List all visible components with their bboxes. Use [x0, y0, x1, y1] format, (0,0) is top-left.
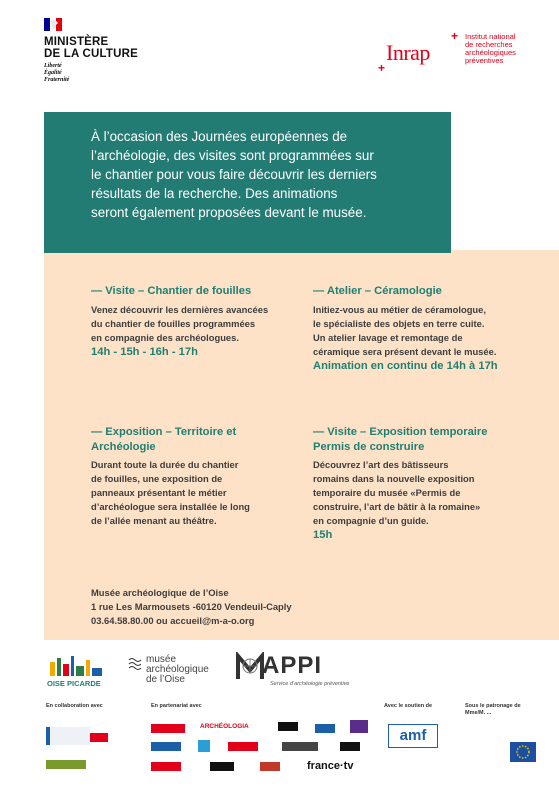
- activity-desc-line: d’archéologue sera installée le long: [91, 501, 250, 512]
- collaboration-logo-icon: [46, 727, 90, 745]
- oise-picarde-logo-icon: [48, 654, 110, 678]
- activity-desc-line: le spécialiste des objets en terre cuite.: [313, 318, 485, 329]
- address-line: 1 rue Les Marmousets -60120 Vendeuil-Caply: [91, 601, 292, 612]
- activity-desc-line: temporaire du musée «Permis de: [313, 487, 461, 498]
- stars-icon: [510, 742, 536, 762]
- intro-line: l’archéologie, des visites sont programmées sur: [91, 148, 374, 163]
- inrap-logo: Inrap: [386, 40, 430, 65]
- partners-label-partenariat: En partenariat avec: [151, 703, 202, 709]
- activity-title: — Visite – Chantier de fouilles: [91, 285, 252, 297]
- motto-egalite: Égalité: [44, 70, 62, 76]
- activity-time: Animation en continu de 14h à 17h: [313, 360, 498, 372]
- media-logo-icon: [151, 762, 181, 771]
- media-logo-icon: [198, 740, 210, 752]
- francetv-logo: france·tv: [307, 760, 354, 772]
- activity-desc-line: en compagnie d’un guide.: [313, 515, 429, 526]
- council-of-europe-logo-icon: [510, 742, 536, 762]
- partners-label-collaboration: En collaboration avec: [46, 703, 103, 709]
- media-logo-icon: [210, 762, 234, 771]
- intro-line: À l’occasion des Journées européennes de: [91, 129, 348, 144]
- mappi-subtitle: Service d’archéologie préventive: [270, 681, 350, 687]
- activity-desc-line: romains dans la nouvelle exposition: [313, 473, 475, 484]
- address-line[interactable]: 03.64.58.80.00 ou accueil@m-a-o.org: [91, 615, 255, 626]
- media-logo-icon: [151, 724, 185, 733]
- intro-line: seront également proposées devant le musée.: [91, 205, 367, 220]
- media-logo-icon: [228, 742, 258, 751]
- media-logo-icon: [340, 742, 360, 751]
- partners-label-soutien: Avec le soutien de: [384, 703, 433, 709]
- motto-liberte: Liberté: [44, 63, 62, 69]
- motto-fraternite: Fraternité: [44, 77, 70, 83]
- activity-title: — Atelier – Céramologie: [313, 285, 442, 297]
- activity-desc-line: Un atelier lavage et remontage de: [313, 332, 463, 343]
- media-logo-icon: [315, 724, 335, 733]
- activity-atelier-ceramologie: [313, 284, 553, 374]
- inrap-institute-name: [465, 33, 516, 65]
- media-logo-icon: [278, 722, 298, 731]
- inrap-text-line: archéologiques: [465, 48, 516, 57]
- republic-motto: [44, 63, 69, 84]
- ministry-line1: MINISTÈRE: [44, 36, 109, 48]
- activity-desc-line: du chantier de fouilles programmées: [91, 318, 256, 329]
- activity-desc-line: panneaux présentant le métier: [91, 487, 227, 498]
- activity-title: — Exposition – Territoire et: [91, 426, 237, 438]
- activity-desc-line: construire, l’art de bâtir à la romaine»: [313, 501, 481, 512]
- inrap-cross-icon: +: [378, 61, 386, 75]
- inrap-text-line: Institut national: [465, 32, 516, 41]
- intro-line: résultats de la recherche. Des animations: [91, 186, 338, 201]
- activity-time: 15h: [313, 529, 333, 541]
- intro-text: [91, 127, 436, 222]
- archeologia-logo: ARCHÉOLOGIA: [200, 723, 249, 730]
- activity-desc-line: Durant toute la durée du chantier: [91, 459, 239, 470]
- ministry-name: [44, 36, 138, 60]
- musee-wave-icon: [128, 656, 142, 670]
- marianne-logo: [44, 18, 62, 31]
- activity-desc-line: Découvrez l’art des bâtisseurs: [313, 459, 449, 470]
- museum-address: [91, 586, 292, 628]
- collaboration-logo-icon: [90, 733, 108, 742]
- activity-time: 14h - 15h - 16h - 17h: [91, 346, 198, 358]
- activity-title: Archéologie: [91, 441, 156, 453]
- media-logo-icon: [151, 742, 181, 751]
- activity-desc-line: Venez découvrir les dernières avancées: [91, 304, 269, 315]
- activity-desc-line: Initiez-vous au métier de céramologue,: [313, 304, 486, 315]
- activity-desc-line: de l’allée menant au théâtre.: [91, 515, 217, 526]
- media-logo-icon: [260, 762, 280, 771]
- media-logo-icon: [350, 720, 368, 733]
- activity-title: — Visite – Exposition temporaire: [313, 426, 488, 438]
- activity-desc-line: céramique sera présent devant le musée.: [313, 346, 497, 357]
- patronage-line: Sous le patronage de: [465, 703, 521, 709]
- musee-logo-line: musée: [146, 654, 177, 665]
- oise-picarde-name: OISE PICARDE: [47, 679, 101, 688]
- musee-logo-line: de l’Oise: [146, 674, 185, 685]
- amf-logo: [388, 724, 438, 748]
- mappi-logo: APPI: [262, 652, 323, 679]
- activity-exposition-territoire: [91, 425, 301, 528]
- activity-desc-line: de fouilles, une exposition de: [91, 473, 223, 484]
- musee-logo-text: [146, 655, 209, 685]
- amf-logo-text: amf: [399, 727, 427, 744]
- ministry-line2: DE LA CULTURE: [44, 48, 138, 60]
- activity-visite-chantier: [91, 284, 301, 360]
- partners-label-patronage: [465, 703, 555, 717]
- collaboration-logo-icon: [46, 760, 86, 769]
- activity-visite-exposition-temporaire: [313, 425, 553, 543]
- activity-desc-line: en compagnie des archéologues.: [91, 332, 239, 343]
- intro-line: le chantier pour vous faire découvrir les derniers: [91, 167, 377, 182]
- address-line: Musée archéologique de l’Oise: [91, 587, 229, 598]
- inrap-text-line: préventives: [465, 56, 504, 65]
- media-logo-icon: [282, 742, 318, 751]
- patronage-line: Mme/M. ...: [465, 710, 492, 716]
- musee-logo-line: archéologique: [146, 664, 209, 675]
- activity-title: Permis de construire: [313, 441, 425, 453]
- inrap-cross-icon: +: [451, 29, 459, 43]
- inrap-text-line: de recherches: [465, 40, 513, 49]
